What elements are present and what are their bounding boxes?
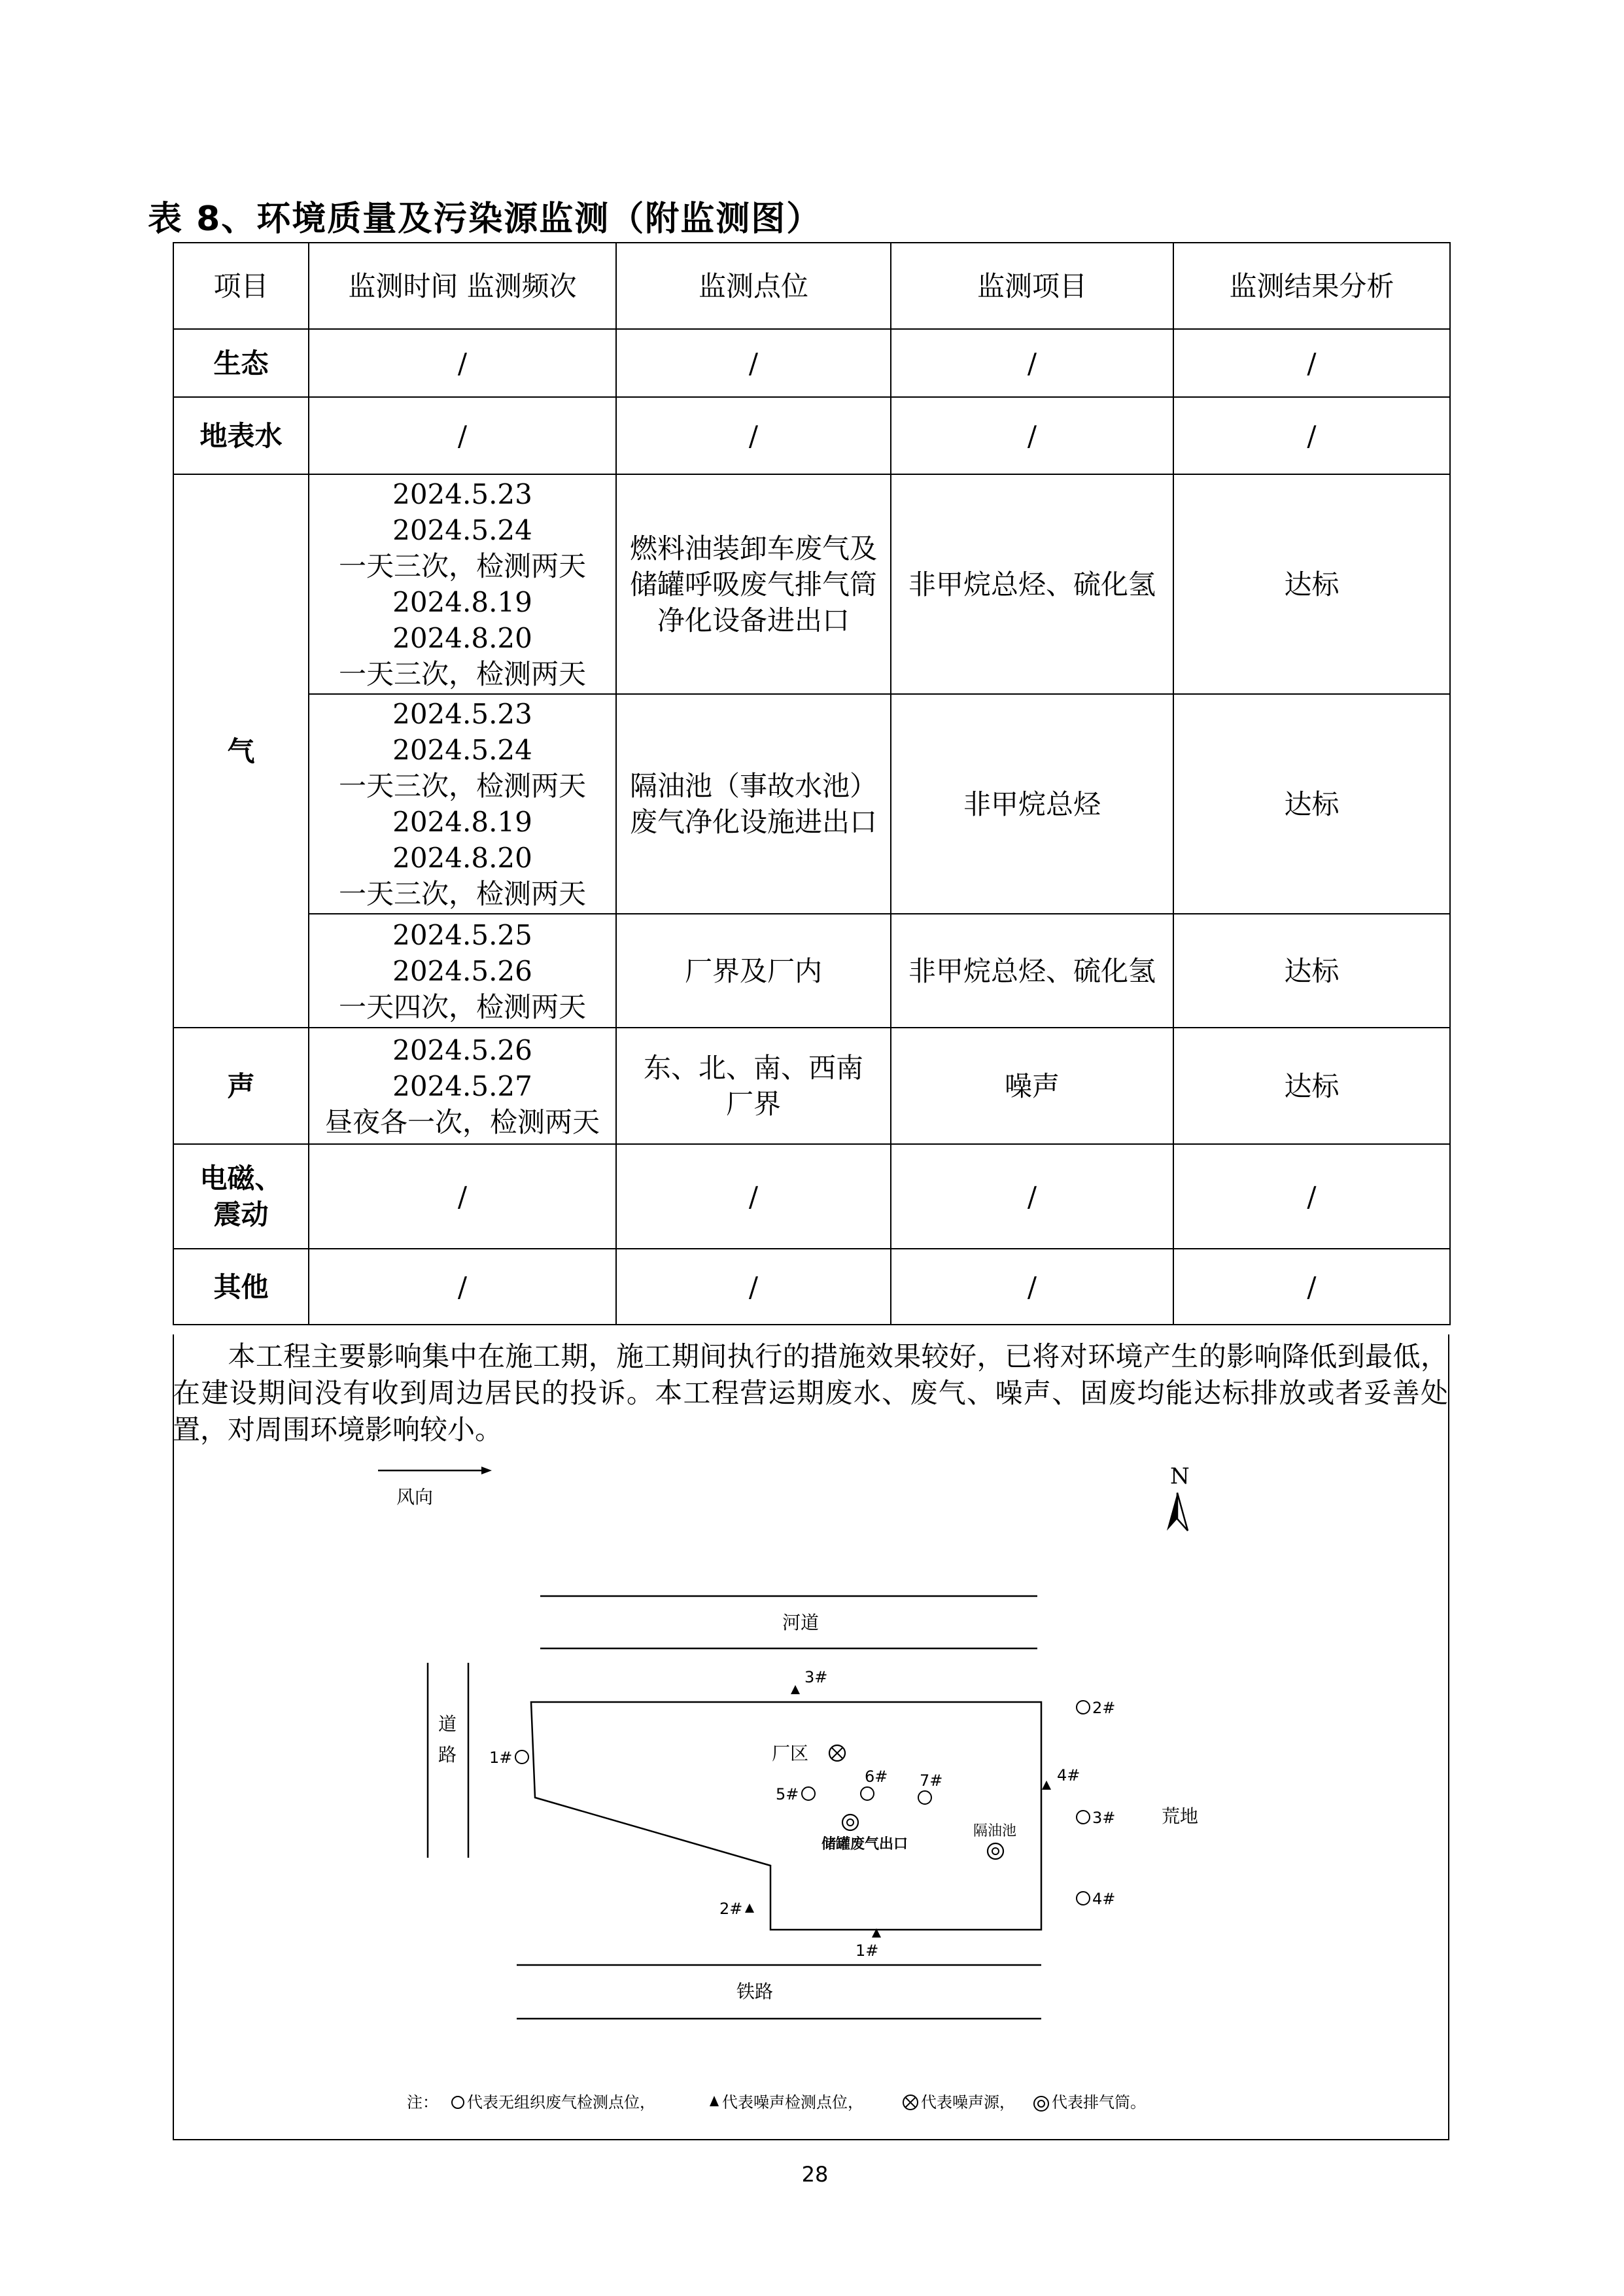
- cell-result: /: [1173, 1144, 1450, 1249]
- air-point-label: 6#: [865, 1767, 888, 1786]
- cell-item: 非甲烷总烃、硫化氢: [891, 914, 1173, 1028]
- summary-paragraph: [173, 1338, 1448, 1448]
- wasteland-label: 荒地: [1162, 1805, 1199, 1827]
- time-line: 2024.5.24: [392, 734, 532, 766]
- point-line: 厂界: [725, 1088, 781, 1120]
- row-label-other: 其他: [173, 1249, 309, 1325]
- cell-item: /: [891, 397, 1173, 474]
- cell-point: [616, 694, 891, 914]
- time-line: 一天三次，检测两天: [338, 878, 586, 910]
- noise-point-icon: [791, 1685, 800, 1694]
- cell-point: /: [616, 329, 891, 397]
- air-point-label: 4#: [1092, 1890, 1116, 1908]
- plant-boundary: [531, 1702, 1041, 1930]
- cell-time: [309, 914, 616, 1028]
- noise-point-icon: [710, 2096, 719, 2106]
- label-line: 震动: [213, 1198, 269, 1230]
- legend-noise-point: 代表噪声检测点位，: [722, 2093, 863, 2112]
- cell-point: /: [616, 1144, 891, 1249]
- table-row: [173, 1144, 1450, 1249]
- row-label-em: [173, 1144, 309, 1249]
- air-point-icon: [861, 1787, 874, 1800]
- point-line: 燃料油装卸车废气及: [629, 532, 877, 565]
- oil-separator-label: 隔油池: [973, 1823, 1017, 1839]
- railway-label: 铁路: [736, 1981, 774, 2002]
- air-point-label: 3#: [1092, 1809, 1116, 1827]
- page-number: 28: [801, 2162, 829, 2187]
- air-point-icon: [1077, 1811, 1090, 1824]
- time-line: 昼夜各一次，检测两天: [324, 1105, 600, 1138]
- header-item: 项目: [173, 243, 309, 329]
- cell-result: /: [1173, 397, 1450, 474]
- monitoring-map: [174, 1433, 1448, 2139]
- air-point-label: 1#: [489, 1748, 513, 1767]
- time-line: 2024.8.20: [392, 622, 532, 654]
- header-monitor-item: 监测项目: [891, 243, 1173, 329]
- cell-time: /: [309, 1144, 616, 1249]
- air-point-icon: [1077, 1892, 1090, 1905]
- table-row: [173, 694, 1450, 914]
- table-row: [173, 914, 1450, 1028]
- point-line: 东、北、南、西南: [643, 1052, 863, 1084]
- air-point-label: 5#: [776, 1785, 799, 1803]
- legend-stack: 代表排气筒。: [1052, 2093, 1146, 2112]
- cell-result: /: [1173, 1249, 1450, 1325]
- noise-source-icon: [829, 1745, 845, 1761]
- time-line: 2024.5.23: [392, 478, 532, 510]
- river-label: 河道: [782, 1612, 820, 1633]
- cell-point: /: [616, 397, 891, 474]
- plant-area-label: 厂区: [772, 1743, 809, 1764]
- point-line: 储罐呼吸废气排气筒: [629, 568, 877, 600]
- time-line: 2024.8.20: [392, 842, 532, 874]
- table-row: [173, 1249, 1450, 1325]
- point-line: 隔油池（事故水池）: [629, 770, 877, 802]
- tank-stack-icon: [842, 1815, 858, 1830]
- table-row: [173, 397, 1450, 474]
- time-line: 一天三次，检测两天: [338, 658, 586, 690]
- cell-time: [309, 474, 616, 694]
- table-header-row: [173, 243, 1450, 329]
- cell-item: 噪声: [891, 1028, 1173, 1144]
- time-line: 2024.5.25: [392, 918, 532, 951]
- summary-text: 本工程主要影响集中在施工期，施工期间执行的措施效果较好，已将对环境产生的影响降低到最低，在建设期间没有收到周边居民的投诉。本工程营运期废水、废气、噪声、固废均能达标排放或者妥善处置，对周围环境影响较小。: [173, 1340, 1448, 1446]
- cell-item: /: [891, 329, 1173, 397]
- monitoring-table: [173, 242, 1451, 1325]
- row-label-ecology: 生态: [173, 329, 309, 397]
- cell-time: /: [309, 1249, 616, 1325]
- noise-point-label: 4#: [1057, 1766, 1080, 1784]
- north-label: N: [1170, 1463, 1190, 1489]
- north-arrow-icon: [1167, 1493, 1188, 1531]
- legend-noise-source: 代表噪声源，: [921, 2093, 1015, 2112]
- cell-point: /: [616, 1249, 891, 1325]
- stack-icon: [1034, 2096, 1048, 2111]
- header-time-frequency: 监测时间 监测频次: [309, 243, 616, 329]
- cell-time: /: [309, 397, 616, 474]
- table-row: [173, 1028, 1450, 1144]
- row-label-noise: 声: [173, 1028, 309, 1144]
- time-line: 2024.8.19: [392, 586, 532, 618]
- time-line: 2024.5.26: [392, 1034, 532, 1066]
- air-point-icon: [452, 2096, 464, 2108]
- cell-item: /: [891, 1249, 1173, 1325]
- noise-point-label: 2#: [719, 1900, 743, 1918]
- cell-item: 非甲烷总烃: [891, 694, 1173, 914]
- cell-point: 厂界及厂内: [616, 914, 891, 1028]
- air-point-label: 7#: [920, 1771, 943, 1790]
- time-line: 2024.5.24: [392, 514, 532, 546]
- cell-time: [309, 1028, 616, 1144]
- cell-result: 达标: [1173, 694, 1450, 914]
- cell-result: 达标: [1173, 1028, 1450, 1144]
- air-point-icon: [802, 1787, 815, 1800]
- legend-air: 代表无组织废气检测点位，: [467, 2093, 655, 2112]
- table-row: [173, 329, 1450, 397]
- cell-result: 达标: [1173, 914, 1450, 1028]
- header-point: 监测点位: [616, 243, 891, 329]
- road-label-1: 道: [438, 1713, 457, 1735]
- air-point-icon: [918, 1791, 931, 1804]
- row-label-surface-water: 地表水: [173, 397, 309, 474]
- air-point-icon: [515, 1750, 528, 1764]
- point-line: 净化设备进出口: [657, 604, 850, 636]
- time-line: 一天三次，检测两天: [338, 550, 586, 582]
- air-point-label: 2#: [1092, 1699, 1116, 1717]
- oil-separator-stack-icon: [988, 1843, 1003, 1859]
- cell-point: [616, 474, 891, 694]
- noise-point-icon: [745, 1904, 754, 1913]
- time-line: 一天三次，检测两天: [338, 770, 586, 802]
- wind-label: 风向: [396, 1486, 434, 1508]
- cell-item: /: [891, 1144, 1173, 1249]
- noise-point-icon: [1042, 1781, 1051, 1790]
- time-line: 2024.5.27: [392, 1070, 532, 1102]
- air-point-icon: [1077, 1701, 1090, 1714]
- time-line: 2024.5.26: [392, 954, 532, 987]
- cell-time: /: [309, 329, 616, 397]
- wind-arrow-icon: [378, 1467, 492, 1474]
- legend-prefix: 注：: [407, 2093, 438, 2112]
- noise-source-icon: [903, 2095, 918, 2110]
- cell-item: 非甲烷总烃、硫化氢: [891, 474, 1173, 694]
- map-legend: [407, 2093, 1146, 2112]
- time-line: 一天四次，检测两天: [338, 990, 586, 1023]
- point-line: 废气净化设施进出口: [629, 806, 877, 838]
- noise-point-label: 1#: [855, 1941, 879, 1960]
- cell-point: [616, 1028, 891, 1144]
- table-row: [173, 474, 1450, 694]
- road-label-2: 路: [438, 1744, 457, 1765]
- noise-point-label: 3#: [804, 1668, 828, 1686]
- label-line: 电磁、: [199, 1162, 283, 1194]
- cell-result: 达标: [1173, 474, 1450, 694]
- row-label-air: 气: [173, 474, 309, 1028]
- header-result: 监测结果分析: [1173, 243, 1450, 329]
- time-line: 2024.5.23: [392, 698, 532, 730]
- time-line: 2024.8.19: [392, 806, 532, 838]
- cell-time: [309, 694, 616, 914]
- page-title: 表 8、环境质量及污染源监测（附监测图）: [148, 200, 822, 239]
- cell-result: /: [1173, 329, 1450, 397]
- tank-outlet-label: 储罐废气出口: [821, 1836, 908, 1852]
